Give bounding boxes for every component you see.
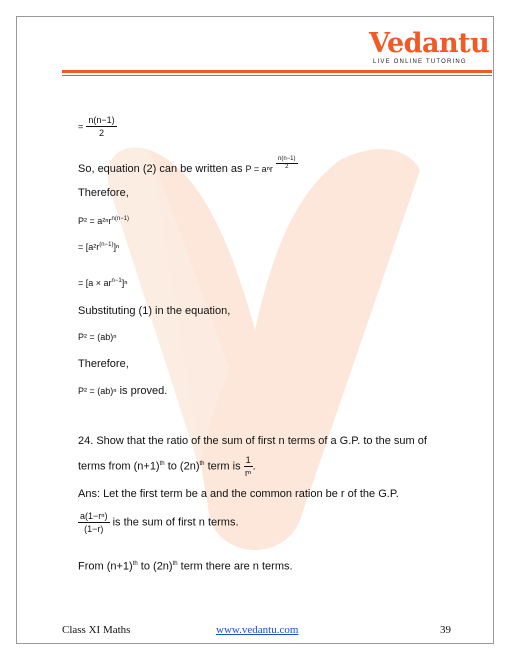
therefore-2: Therefore, <box>78 358 129 370</box>
proved-text: is proved. <box>119 385 168 397</box>
p2-line3-close: ]ⁿ <box>121 278 128 288</box>
question-24-line-2 <box>78 454 256 479</box>
from-c: term there are n terms. <box>180 560 293 573</box>
question-24-line-1: 24. Show that the ratio of the sum of first n terms of a G.P. to the sum of <box>78 435 427 447</box>
q24-fraction <box>244 454 253 479</box>
sum-fraction <box>78 510 110 535</box>
footer-class-label: Class XI Maths <box>62 624 131 636</box>
header-rule-thin <box>62 75 492 76</box>
header-rule <box>62 70 492 73</box>
answer-line: Ans: Let the first term be a and the common ration be r of the G.P. <box>78 488 399 500</box>
proved-math: P² = (ab)ⁿ <box>78 386 117 396</box>
fraction-line: = $\frac{n(n-1)}{2}$ <box>78 115 115 138</box>
proved-line <box>78 384 167 398</box>
p-squared-line-3 <box>78 274 128 290</box>
p2-line2-close: ]ⁿ <box>113 242 120 252</box>
p2-line2-base: = [a²r <box>78 242 100 252</box>
sum-line <box>78 510 239 535</box>
vedantu-logo <box>369 28 490 65</box>
q24-frac-num: 1 <box>245 455 251 465</box>
page-number: 39 <box>440 624 451 636</box>
fraction-numerator: n(n−1) <box>88 115 115 125</box>
footer-link[interactable]: www.vedantu.com <box>216 624 299 636</box>
logo-word: Vedantu <box>369 28 490 59</box>
p-squared-line-1 <box>78 212 129 228</box>
equation-2-line <box>78 156 298 176</box>
equation-2-text: So, equation (2) can be written as <box>78 163 243 175</box>
equation-2-exponent <box>276 156 298 171</box>
substituting-line: Substituting (1) in the equation, <box>78 305 231 317</box>
q24-th2: th <box>199 460 205 467</box>
fraction-denominator: 2 <box>98 128 104 138</box>
exp-den: 2 <box>285 164 289 170</box>
q24-a: terms from (n+1) <box>78 460 160 473</box>
p2-line3-base: = [a × ar <box>78 278 112 288</box>
from-th2: th <box>172 561 178 567</box>
from-b: to (2n) <box>140 560 173 573</box>
therefore-1: Therefore, <box>78 187 129 199</box>
exp-num: n(n−1) <box>278 156 296 162</box>
q24-th1: th <box>159 460 165 467</box>
p-squared-ab: P² = (ab)ⁿ <box>78 332 117 342</box>
sum-num: a(1−rⁿ) <box>80 511 108 521</box>
q24-end: . <box>252 460 256 473</box>
sum-den: (1−r) <box>84 524 104 534</box>
logo-tagline: LIVE ONLINE TUTORING <box>373 59 467 65</box>
p2-line2-exp: (n−1) <box>99 242 114 248</box>
from-th1: th <box>132 561 138 567</box>
equation-2-math: P = aⁿr <box>245 164 273 174</box>
q24-b: to (2n) <box>167 460 200 473</box>
q24-frac-den: rⁿ <box>244 468 252 478</box>
from-line <box>78 557 293 574</box>
p-squared-line-2 <box>78 238 119 254</box>
q24-c: term is <box>207 460 241 473</box>
p2-line1-base: P² = a²ⁿr <box>78 216 112 226</box>
p2-line3-exp: n−1 <box>111 278 122 284</box>
fraction <box>86 114 116 139</box>
p2-line1-exp: n(n−1) <box>111 216 130 222</box>
sum-text: is the sum of first n terms. <box>112 516 239 529</box>
from-a: From (n+1) <box>78 560 133 573</box>
